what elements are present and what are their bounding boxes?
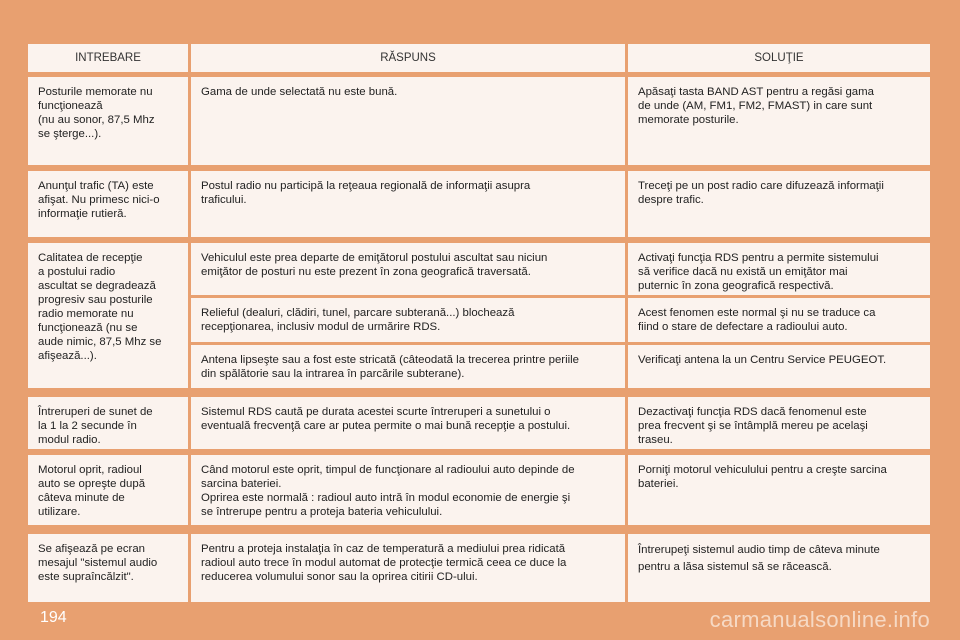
watermark: carmanualsonline.info bbox=[709, 607, 930, 632]
table-row bbox=[28, 455, 930, 525]
table-row bbox=[28, 534, 930, 602]
table-row bbox=[28, 397, 930, 449]
answer-cell: Vehiculul este prea departe de emiţătorul postului ascultat sau niciun emiţător de posturi nu este prezent în zona geografică traversată. bbox=[191, 243, 625, 295]
solution-cell: Acest fenomen este normal şi nu se traduce ca fiind o stare de defectare a radioului auto. bbox=[628, 298, 930, 342]
header-answer: RĂSPUNS bbox=[191, 44, 625, 72]
answer-cell: Antena lipseşte sau a fost este stricată (câteodată la trecerea printre periile din spălătorie sau la intrarea în parcările subterane). bbox=[191, 345, 625, 388]
answer-cell: Gama de unde selectată nu este bună. bbox=[191, 77, 625, 165]
question-cell: Anunţul trafic (TA) este afişat. Nu primesc nici-o informaţie rutieră. bbox=[28, 171, 188, 237]
solution-cell: Dezactivaţi funcţia RDS dacă fenomenul este prea frecvent şi se întâmplă mereu pe acelaşi traseu. bbox=[628, 397, 930, 449]
solution-cell: Activaţi funcţia RDS pentru a permite sistemului să verifice dacă nu există un emiţător mai puternic în zona geografică respectivă. bbox=[628, 243, 930, 295]
header-solution: SOLUŢIE bbox=[628, 44, 930, 72]
page-number: 194 bbox=[40, 609, 67, 626]
answer-cell: Când motorul este oprit, timpul de funcţionare al radioului auto depinde de sarcina bateriei. Oprirea este normală : radioul auto intră în modul economie de energie şi se întrerupe pentru a proteja bateria vehiculului. bbox=[191, 455, 625, 525]
header-question: INTREBARE bbox=[28, 44, 188, 72]
question-cell: Se afişează pe ecran mesajul "sistemul audio este supraîncălzit". bbox=[28, 534, 188, 602]
answer-cell: Pentru a proteja instalaţia în caz de temperatură a mediului prea ridicată radioul auto trece în modul automat de protecţie termică ceea ce duce la reducerea volumului sonor sau la oprirea citirii CD-ului. bbox=[191, 534, 625, 602]
answer-cell: Relieful (dealuri, clădiri, tunel, parcare subterană...) blochează recepţionarea, inclusiv modul de urmărire RDS. bbox=[191, 298, 625, 342]
question-cell: Întreruperi de sunet de la 1 la 2 secunde în modul radio. bbox=[28, 397, 188, 449]
question-cell: Posturile memorate nu funcţionează (nu au sonor, 87,5 Mhz se şterge...). bbox=[28, 77, 188, 165]
question-cell: Motorul oprit, radioul auto se opreşte după câteva minute de utilizare. bbox=[28, 455, 188, 525]
solution-cell: Întrerupeţi sistemul audio timp de câteva minute pentru a lăsa sistemul să se răcească. bbox=[628, 534, 930, 602]
answer-cell: Postul radio nu participă la reţeaua regională de informaţii asupra traficului. bbox=[191, 171, 625, 237]
solution-cell: Apăsaţi tasta BAND AST pentru a regăsi gama de unde (AM, FM1, FM2, FMAST) in care sunt memorate posturile. bbox=[628, 77, 930, 165]
question-cell: Calitatea de recepţie a postului radio ascultat se degradează progresiv sau posturile radio memorate nu funcţionează (nu se aude nimic, 87,5 Mhz se afişează...). bbox=[28, 243, 188, 388]
answer-cell: Sistemul RDS caută pe durata acestei scurte întreruperi a sunetului o eventuală frecvenţă care ar putea permite o mai bună recepţie a postului. bbox=[191, 397, 625, 449]
solution-cell: Verificaţi antena la un Centru Service PEUGEOT. bbox=[628, 345, 930, 388]
solution-cell: Porniţi motorul vehiculului pentru a creşte sarcina bateriei. bbox=[628, 455, 930, 525]
table-row bbox=[28, 77, 930, 165]
table-header bbox=[28, 44, 930, 72]
table-row bbox=[28, 243, 930, 388]
table-row bbox=[28, 171, 930, 237]
solution-cell: Treceţi pe un post radio care difuzează informaţii despre trafic. bbox=[628, 171, 930, 237]
troubleshooting-table bbox=[28, 44, 930, 602]
